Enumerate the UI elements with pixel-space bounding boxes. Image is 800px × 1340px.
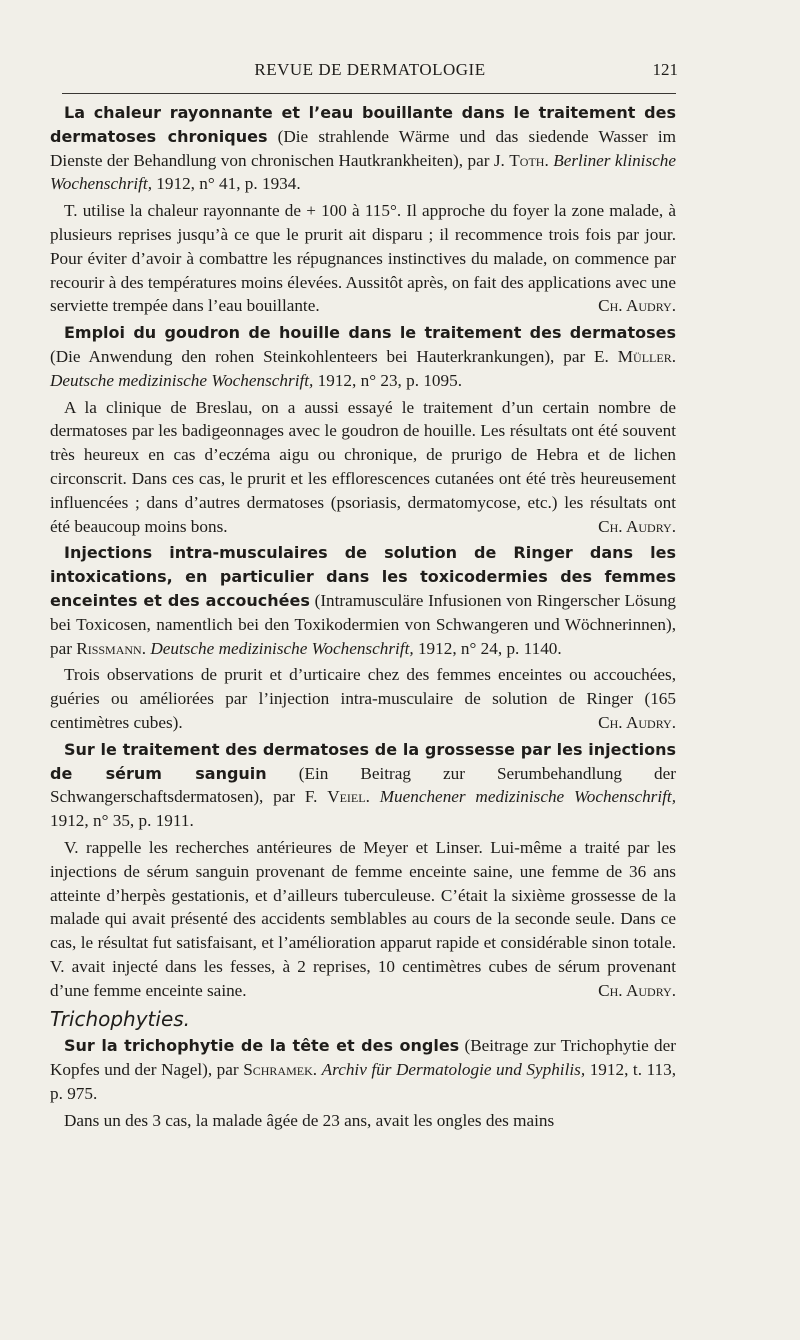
article-1-abstract [50,199,676,318]
reference-tail: 1912, t. 113, p. 975. [50,1060,677,1104]
article-5-reference [50,1034,676,1105]
reference-separator: . [544,150,554,170]
signature: Ch. Audry. [598,296,676,316]
abstract-text: A la clinique de Breslau, on a aussi essayé le traitement d’un certain nombre de dermatoses par les badigeonnages avec le goudron de houille. Les résultats ont été souvent très heureux en cas d’eczéma aigu ou chronique, de prurigo de Hebra et de lichen circonscrit. Dans ces cas, le prurit et les efflorescences cutanées ont été très heureusement influencées ; dans d’autres dermatoses (psoriasis, dermatomycose, etc.) les résultats ont été beaucoup moins bons. [50,397,676,536]
author-name: Rissmann [76,638,142,658]
article-title: Injections intra-musculaires de solution de Ringer dans les intoxications, en particulier dans les toxicodermies des femmes enceintes et des accouchées [50,543,676,610]
article-2-abstract [50,396,676,539]
page-body [50,99,676,1136]
abstract-text: V. rappelle les recherches antérieures de Meyer et Linser. Lui-même a traité par les injections de sérum sanguin provenant de femme enceinte saine, une femme de 36 ans atteinte d’herpès gestationis, et d’ailleurs tuberculeuse. C’était la sixième grossesse de la malade qui avait présenté des accidents semblables au cours de la seconde seule. Dans ce cas, le résultat fut satisfaisant, et l’amélioration apparut rapide et considérable sinon totale. V. avait injecté dans les fesses, à 2 reprises, 10 centimètres cubes de sérum provenant d’une femme enceinte saine. [50,837,676,1000]
header-rule [62,93,676,94]
article-4-reference [50,738,676,833]
article-title: La chaleur rayonnante et l’eau bouillante dans le traitement des dermatoses chroniques [50,103,676,146]
signature: Ch. Audry. [598,516,676,536]
article-4-abstract [50,836,676,1003]
running-head [62,60,678,84]
reference-tail: 1912, n° 23, p. 1095. [313,370,462,390]
reference-separator: . [312,1060,322,1080]
article-title: Emploi du goudron de houille dans le traitement des dermatoses [64,323,676,343]
reference-text: (Ein Beitrag zur Serumbehandlung der Schwangerschaftsdermatosen), par F. [50,763,677,807]
reference-separator: . [365,787,380,807]
signature: Ch. Audry. [598,712,676,732]
section-heading: Trichophyties. [50,1007,191,1032]
article-title: Sur le traitement des dermatoses de la grossesse par les injections de sérum sanguin [50,739,676,783]
article-2-reference [50,321,676,392]
journal-name: Muenchener medizinische Wochenschrift, [379,787,676,807]
author-name: Schramek [243,1060,313,1080]
reference-separator: . [671,346,676,366]
article-3-abstract [50,663,676,734]
author-name: Müller [617,346,672,366]
abstract-text: T. utilise la chaleur rayonnante de + 100 à 115°. Il approche du foyer la zone malade, à plusieurs reprises jusqu’à ce que le prurit ait disparu ; il recommence trois fois par jour. Pour éviter d’avoir à combattre les répugnances instinctives du malade, on commence par recourir à des températures moins élevées. Aussitôt après, on fait des applications avec une serviette trempée dans l’eau bouillante. [50,201,676,316]
signature: Ch. Audry. [598,980,676,1000]
page-number: 121 [652,60,678,79]
running-title: REVUE DE DERMATOLOGIE [254,60,486,79]
reference-text: (Intramusculäre Infusionen von Ringerscher Lösung bei Toxicosen, namentlich bei den Toxikodermien von Schwangeren und Wöchnerinnen), par [50,590,677,658]
abstract-text: Trois observations de prurit et d’urticaire chez des femmes enceintes ou accouchées, guéries ou améliorées par l’injection intra-musculaire de solution de Ringer (165 centimètres cubes). [50,665,676,732]
reference-text: (Beitrage zur Trichophytie der Kopfes und der Nagel), par [50,1036,676,1080]
article-3-reference [50,541,676,660]
reference-text: (Die Anwendung den rohen Steinkohlenteers bei Hauterkrankungen), par E. [50,346,618,366]
author-name: Toth [509,150,545,170]
article-5-abstract [50,1109,676,1133]
article-1-reference [50,101,676,196]
reference-text: (Die strahlende Wärme und das siedende Wasser im Dienste der Behandlung von chronischen Hautkrankheiten), par J. [50,126,676,170]
journal-name: Archiv für Dermatologie und Syphilis, [321,1060,586,1080]
abstract-text: Dans un des 3 cas, la malade âgée de 23 ans, avait les ongles des mains [64,1110,555,1130]
reference-separator: . [141,638,151,658]
reference-tail: 1912, n° 35, p. 1911. [50,811,194,831]
article-title: Sur la trichophytie de la tête et des ongles [64,1036,460,1056]
journal-name: Deutsche medizinische Wochenschrift, [50,370,314,390]
reference-tail: 1912, n° 41, p. 1934. [152,174,301,194]
journal-name: Berliner klinische Wochenschrift, [50,150,677,194]
author-name: Veiel [327,787,366,807]
journal-name: Deutsche medizinische Wochenschrift, [150,638,414,658]
reference-tail: 1912, n° 24, p. 1140. [413,638,562,658]
